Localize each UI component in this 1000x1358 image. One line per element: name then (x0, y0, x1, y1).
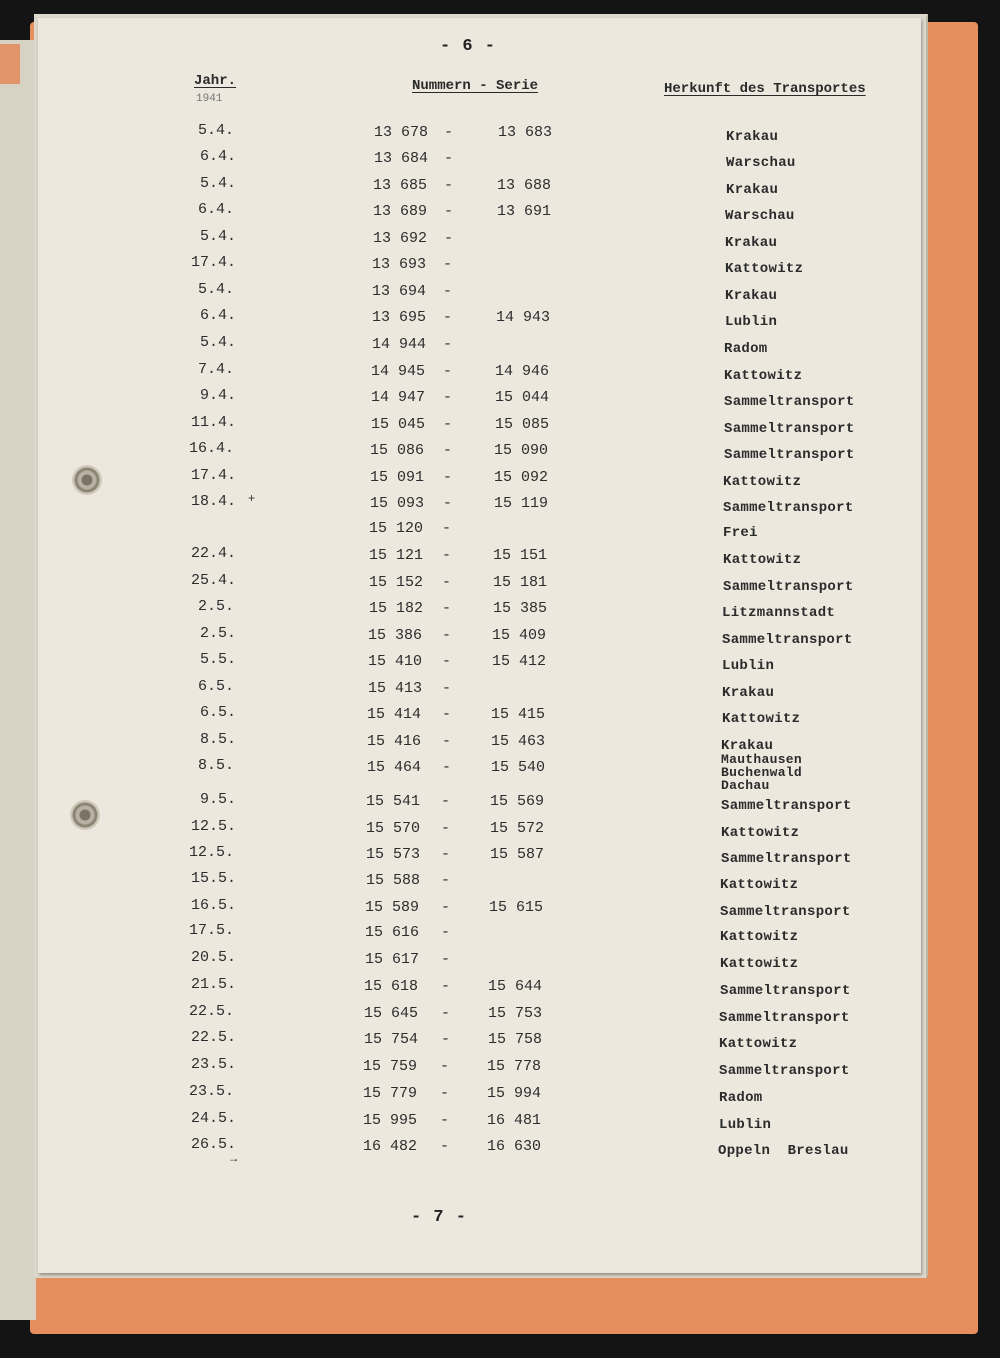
row-number-to: 15 415 (491, 706, 546, 723)
row-dash: - (442, 733, 452, 750)
row-dash: - (442, 680, 452, 697)
row-origin: Radom (724, 341, 768, 357)
row-number-to: 16 481 (487, 1112, 542, 1129)
row-number-from: 14 945 (371, 363, 426, 380)
row-number-to: 15 778 (487, 1058, 542, 1075)
row-number-from: 15 779 (363, 1085, 418, 1102)
row-dash: - (441, 820, 451, 837)
row-number-from: 15 093 (370, 495, 425, 512)
row-number-to: 15 085 (495, 416, 550, 433)
row-dash: - (443, 442, 453, 459)
row-date: 22.5. (188, 1003, 234, 1020)
row-dash: - (443, 283, 453, 300)
row-dash: - (441, 1005, 451, 1022)
row-number-from: 15 121 (369, 547, 424, 564)
row-number-from: 13 678 (374, 124, 429, 141)
row-dash: - (444, 230, 454, 247)
row-date: 6.5. (197, 678, 234, 695)
row-dash: - (441, 1031, 451, 1048)
row-date: 24.5. (190, 1110, 236, 1127)
row-origin: Sammeltransport (719, 1063, 850, 1079)
table-row (38, 704, 921, 731)
row-date: 6.4. (199, 307, 236, 324)
row-number-to: 15 092 (494, 469, 549, 486)
row-dash: - (442, 574, 452, 591)
row-dash: - (443, 309, 453, 326)
table-row (38, 976, 921, 1003)
table-row (38, 307, 921, 334)
row-number-from: 15 414 (367, 706, 422, 723)
table-row (38, 440, 921, 467)
row-number-from: 13 692 (373, 230, 428, 247)
row-dash: - (444, 150, 454, 167)
row-number-from: 13 693 (372, 256, 427, 273)
row-origin: Sammeltransport (719, 1010, 850, 1026)
row-date: 23.5. (190, 1056, 236, 1073)
row-number-from: 15 618 (364, 978, 419, 995)
row-number-from: 15 645 (364, 1005, 419, 1022)
row-origin: Sammeltransport (720, 983, 851, 999)
row-dash: - (444, 124, 454, 141)
row-number-from: 15 182 (369, 600, 424, 617)
table-row (38, 1083, 921, 1110)
row-number-from: 15 091 (370, 469, 425, 486)
row-number-from: 15 617 (365, 951, 420, 968)
row-date: 17.5. (188, 922, 234, 939)
table-row (38, 870, 921, 897)
table-row (38, 254, 921, 281)
row-origin: Lublin (722, 658, 775, 674)
row-number-from: 15 410 (368, 653, 423, 670)
table-row (38, 545, 921, 572)
row-date: 15.5. (190, 870, 236, 887)
row-origin: Kattowitz (720, 956, 799, 972)
row-date: 16.5. (190, 897, 236, 914)
row-dash: - (442, 600, 452, 617)
row-number-to: 15 412 (492, 653, 547, 670)
row-dash: - (440, 1058, 450, 1075)
row-number-from: 15 086 (370, 442, 425, 459)
row-number-to: 14 946 (495, 363, 550, 380)
table-row (38, 1029, 921, 1056)
row-date: 6.4. (199, 148, 236, 165)
row-origin: Krakau (725, 288, 778, 304)
row-date: 9.5. (199, 791, 236, 808)
table-row (38, 175, 921, 202)
row-origin: Krakau (721, 738, 774, 754)
row-dash: - (444, 203, 454, 220)
table-row (38, 201, 921, 228)
header-year-sub: 1941 (196, 93, 223, 105)
row-date: 22.5. (190, 1029, 236, 1046)
row-date: 5.4. (199, 334, 236, 351)
row-date: 25.4. (190, 572, 236, 589)
row-date: 2.5. (199, 625, 236, 642)
row-date: 8.5. (199, 731, 236, 748)
row-dash: - (441, 899, 451, 916)
row-number-to: 15 090 (494, 442, 549, 459)
row-dash: - (441, 951, 451, 968)
row-dash: - (442, 759, 452, 776)
row-date: 12.5. (188, 844, 234, 861)
row-origin: Sammeltransport (724, 447, 855, 463)
row-number-to: 13 691 (497, 203, 552, 220)
header-year: Jahr. (194, 73, 237, 89)
row-number-from: 15 386 (368, 627, 423, 644)
row-dash: - (441, 978, 451, 995)
row-origin: Sammeltransport (723, 500, 854, 516)
row-dash: - (443, 389, 453, 406)
row-origin: Sammeltransport (720, 904, 851, 920)
row-number-from: 15 045 (371, 416, 426, 433)
row-dash: - (440, 1085, 450, 1102)
row-number-to: 15 119 (494, 495, 549, 512)
row-date: 17.4. (190, 254, 236, 271)
row-number-to: 15 615 (489, 899, 544, 916)
row-number-to: 14 943 (496, 309, 551, 326)
row-origin: Kattowitz (722, 711, 801, 727)
row-number-to: 15 753 (488, 1005, 543, 1022)
row-date: 12.5. (190, 818, 236, 835)
row-date: 5.4. (199, 175, 236, 192)
row-date: 8.5. (197, 757, 234, 774)
row-origin: Lublin (719, 1117, 772, 1133)
row-date: 11.4. (190, 414, 236, 431)
row-date: 16.4. (188, 440, 234, 457)
table-row (38, 1056, 921, 1083)
row-date: 23.5. (188, 1083, 234, 1100)
header-series: Nummern - Serie (412, 78, 539, 94)
row-number-to: 16 630 (487, 1138, 542, 1155)
table-row (38, 678, 921, 705)
row-origin: Sammeltransport (721, 798, 852, 814)
row-number-from: 15 464 (367, 759, 422, 776)
table-row (38, 1003, 921, 1030)
row-date: 21.5. (190, 976, 236, 993)
row-number-from: 13 684 (374, 150, 429, 167)
row-number-to: 15 151 (493, 547, 548, 564)
table-row (38, 752, 921, 793)
row-origin: Sammeltransport (721, 851, 852, 867)
row-origin: Kattowitz (723, 474, 802, 490)
table-row (38, 334, 921, 361)
row-date: 6.4. (197, 201, 234, 218)
left-folder-tab (0, 44, 20, 84)
row-number-to: 13 683 (498, 124, 553, 141)
row-origin: Krakau (725, 235, 778, 251)
row-origin: Sammeltransport (724, 394, 855, 410)
row-dash: - (443, 469, 453, 486)
row-number-from: 14 944 (372, 336, 427, 353)
row-number-to: 15 569 (490, 793, 545, 810)
row-date: 2.5. (197, 598, 234, 615)
table-row (38, 897, 921, 924)
row-number-from: 15 573 (366, 846, 421, 863)
table-row (38, 818, 921, 845)
row-origin: Kattowitz (720, 877, 799, 893)
row-dash: - (442, 653, 452, 670)
row-date: 20.5. (190, 949, 236, 966)
row-number-to: 15 540 (491, 759, 546, 776)
row-number-to: 15 644 (488, 978, 543, 995)
row-number-to: 15 463 (491, 733, 546, 750)
row-origin: Sammeltransport (722, 632, 853, 648)
row-dash: - (443, 495, 453, 512)
row-number-from: 15 413 (368, 680, 423, 697)
pencil-mark: → (230, 1152, 238, 1166)
row-origin: Kattowitz (719, 1036, 798, 1052)
row-number-to: 13 688 (497, 177, 552, 194)
table-row (38, 949, 921, 976)
table-row (38, 572, 921, 599)
row-number-to: 15 994 (487, 1085, 542, 1102)
row-number-to: 15 181 (493, 574, 548, 591)
table-row (38, 387, 921, 414)
table-row (38, 1136, 921, 1163)
row-date: 6.5. (199, 704, 236, 721)
row-dash: - (441, 793, 451, 810)
row-dash: - (442, 547, 452, 564)
row-number-to: 15 572 (490, 820, 545, 837)
row-number-from: 16 482 (363, 1138, 418, 1155)
row-number-from: 14 947 (371, 389, 426, 406)
row-number-to: 15 758 (488, 1031, 543, 1048)
header-origin: Herkunft des Transportes (664, 81, 866, 97)
row-dash: - (442, 706, 452, 723)
row-number-to: 15 044 (495, 389, 550, 406)
table-row (38, 598, 921, 625)
row-dash: - (442, 520, 452, 537)
row-date: 7.4. (197, 361, 234, 378)
row-origin: Oppeln Breslau (718, 1143, 849, 1159)
row-number-from: 15 120 (369, 520, 424, 537)
table-row (38, 518, 921, 545)
row-origin: Kattowitz (725, 261, 804, 277)
row-dash: - (444, 177, 454, 194)
row-origin: Litzmannstadt (722, 605, 836, 621)
table-row (38, 414, 921, 441)
document-page (38, 18, 921, 1273)
table-row (38, 281, 921, 308)
row-number-from: 15 616 (365, 924, 420, 941)
row-number-to: 15 409 (492, 627, 547, 644)
table-row (38, 791, 921, 818)
table-row (38, 467, 921, 494)
row-number-from: 13 689 (373, 203, 428, 220)
row-dash: - (442, 627, 452, 644)
row-origin: Kattowitz (723, 552, 802, 568)
row-origin: Krakau (726, 182, 779, 198)
row-date: 5.4. (197, 281, 234, 298)
table-row (38, 228, 921, 255)
row-number-from: 15 995 (363, 1112, 418, 1129)
row-date: 5.4. (199, 228, 236, 245)
row-date: 5.5. (199, 651, 236, 668)
row-dash: - (443, 363, 453, 380)
row-origin: Kattowitz (724, 368, 803, 384)
row-number-from: 13 685 (373, 177, 428, 194)
table-row (38, 625, 921, 652)
row-origin: Mauthausen Buchenwald Dachau (721, 752, 803, 793)
top-page-number: - 6 - (440, 37, 497, 56)
table-row (38, 122, 921, 149)
row-origin: Krakau (726, 129, 779, 145)
bottom-page-number: - 7 - (411, 1208, 468, 1227)
row-date: 17.4. (190, 467, 236, 484)
left-page-edge (0, 40, 36, 1320)
row-origin: Kattowitz (721, 825, 800, 841)
pencil-mark: + (248, 492, 256, 506)
table-row (38, 922, 921, 949)
row-number-from: 15 416 (367, 733, 422, 750)
row-dash: - (440, 1138, 450, 1155)
row-origin: Frei (723, 525, 758, 541)
row-origin: Sammeltransport (724, 421, 855, 437)
row-origin: Warschau (726, 155, 796, 171)
table-row (38, 493, 921, 520)
row-number-from: 15 570 (366, 820, 421, 837)
table-row (38, 651, 921, 678)
row-number-from: 15 589 (365, 899, 420, 916)
row-dash: - (443, 336, 453, 353)
row-origin: Lublin (725, 314, 778, 330)
row-origin: Kattowitz (720, 929, 799, 945)
table-row (38, 1110, 921, 1137)
row-number-from: 15 588 (366, 872, 421, 889)
row-number-from: 15 541 (366, 793, 421, 810)
row-date: 26.5. (190, 1136, 236, 1153)
table-row (38, 361, 921, 388)
row-date: 9.4. (199, 387, 236, 404)
row-number-from: 13 694 (372, 283, 427, 300)
row-number-to: 15 587 (490, 846, 545, 863)
table-row (38, 844, 921, 871)
row-number-from: 15 759 (363, 1058, 418, 1075)
row-origin: Radom (719, 1090, 763, 1106)
row-dash: - (441, 872, 451, 889)
row-date: 18.4. (190, 493, 236, 510)
row-dash: - (441, 924, 451, 941)
row-date: 5.4. (197, 122, 234, 139)
row-date: 22.4. (190, 545, 236, 562)
row-dash: - (443, 256, 453, 273)
row-number-to: 15 385 (493, 600, 548, 617)
row-number-from: 13 695 (372, 309, 427, 326)
row-origin: Sammeltransport (723, 579, 854, 595)
table-row (38, 148, 921, 175)
row-number-from: 15 754 (364, 1031, 419, 1048)
row-dash: - (443, 416, 453, 433)
row-dash: - (440, 1112, 450, 1129)
row-number-from: 15 152 (369, 574, 424, 591)
row-origin: Warschau (725, 208, 795, 224)
row-origin: Krakau (722, 685, 775, 701)
row-dash: - (441, 846, 451, 863)
